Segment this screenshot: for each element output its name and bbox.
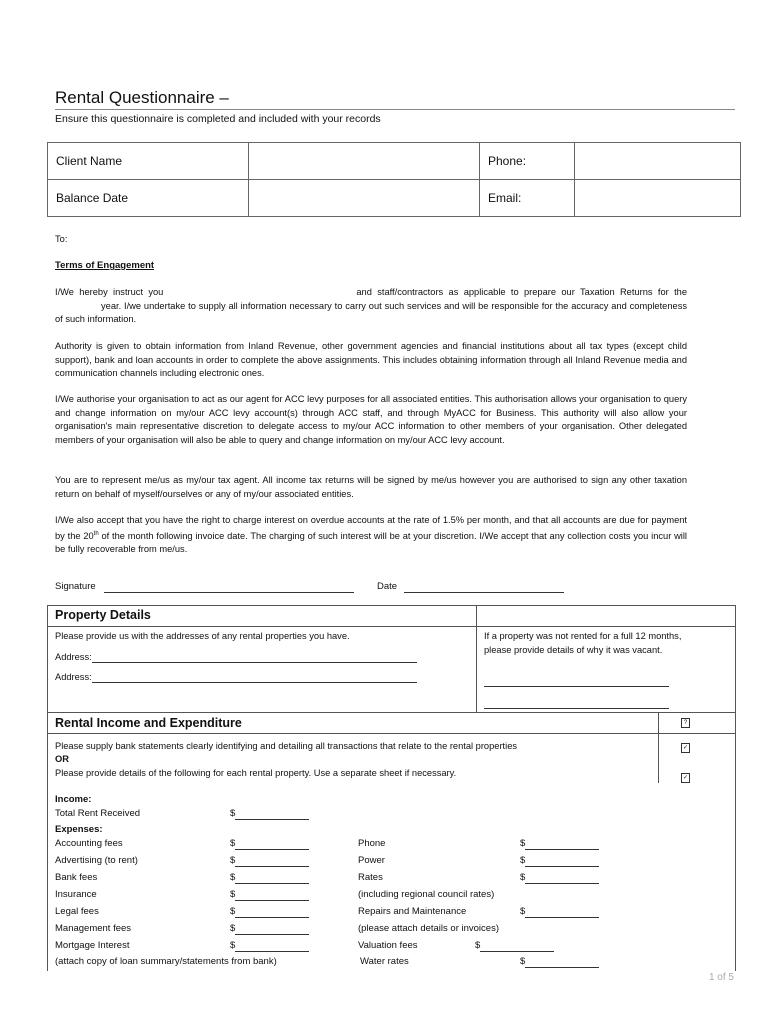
expense-label: Phone — [358, 838, 386, 849]
instruction-paragraph: I/We hereby instruct you and staff/contractors as applicable to prepare our Taxation Returns for theyear. I/we undertake to supply all information necessary to carry out such services and will be responsible for the accuracy and completeness of such information. — [55, 287, 688, 324]
address-label: Address: — [55, 672, 92, 682]
expense-label: Valuation fees — [358, 940, 418, 951]
terms-heading: Terms of Engagement — [55, 260, 155, 271]
or-label: OR — [55, 754, 69, 764]
details-instruction: Please provide details of the following for each rental property. Use a separate sheet if necessary. — [55, 768, 457, 778]
expense-amount-field[interactable]: $ — [230, 838, 309, 850]
page-title: Rental Questionnaire – — [55, 88, 229, 107]
details-checkbox[interactable]: ✓ — [682, 775, 689, 781]
expense-amount-field[interactable]: $ — [230, 889, 309, 901]
vacancy-line-1[interactable] — [484, 668, 669, 687]
client-name-field[interactable] — [249, 143, 480, 180]
balance-date-label: Balance Date — [48, 180, 249, 217]
expenses-heading: Expenses: — [55, 824, 103, 835]
date-field[interactable] — [404, 581, 564, 593]
expense-amount-field[interactable]: $ — [230, 940, 309, 952]
expense-amount-field[interactable]: $ — [520, 838, 599, 850]
client-name-label: Client Name — [48, 143, 249, 180]
expense-label: Bank fees — [55, 872, 98, 883]
expense-amount-field[interactable]: $ — [230, 855, 309, 867]
client-info-table — [47, 142, 741, 217]
expense-label: Mortgage Interest — [55, 940, 130, 951]
signature-label: Signature — [55, 581, 96, 592]
expense-amount-field[interactable]: $ — [230, 906, 309, 918]
authority-paragraph: Authority is given to obtain information from Inland Revenue, other government agencies and financial institutions about all tax types (except child support), bank and loan accounts in order to complete the above assignments. This includes obtaining information through all Inland Revenue media and communication channels including electronic ones. — [55, 341, 687, 378]
email-field[interactable] — [575, 180, 741, 217]
loan-note: (attach copy of loan summary/statements from bank) — [55, 956, 277, 967]
bank-statement-instruction: Please supply bank statements clearly identifying and detailing all transactions that relate to the rental properties — [55, 741, 518, 751]
rental-income-title: Rental Income and Expenditure — [55, 716, 242, 730]
signature-field[interactable] — [104, 581, 354, 593]
phone-field[interactable] — [575, 143, 741, 180]
vacancy-note: If a property was not rented for a full 12 months, please provide details of why it was vacant. — [484, 631, 682, 655]
tax-agent-paragraph: You are to represent me/us as my/our tax agent. All income tax returns will be signed by me/us however you are authorised to sign any other taxation return on behalf of myself/ourselves or any of my/our associated entities. — [55, 475, 687, 499]
expense-note: (including regional council rates) — [358, 889, 495, 900]
balance-date-field[interactable] — [249, 180, 480, 217]
expense-amount-field[interactable]: $ — [230, 872, 309, 884]
address-field-2[interactable] — [92, 672, 417, 683]
expense-label: Power — [358, 855, 385, 866]
property-instruction: Please provide us with the addresses of any rental properties you have. — [55, 631, 350, 641]
acc-paragraph: I/We authorise your organisation to act as our agent for ACC levy purposes for all associated entities. This authorisation allows your organisation to query and change information on my/our ACC levy account(s) through ACC staff, and through MyACC for Business. This authority will also allow your organisation's main representative discretion to delegate access to my/our ACC information to other members of your organisation. Other delegated members of your organisation will also be able to query and change information on my/our ACC levy account. — [55, 394, 687, 445]
vacancy-line-2[interactable] — [484, 690, 669, 709]
date-label: Date — [376, 581, 398, 592]
expense-amount-field[interactable]: $ — [520, 906, 599, 918]
expense-label: Repairs and Maintenance — [358, 906, 467, 917]
email-label: Email: — [480, 180, 575, 217]
interest-paragraph: I/We also accept that you have the right to charge interest on overdue accounts at the rate of 1.5% per month, and that all accounts are due for payment by the 20th of the month following invoice date. The charging of such interest will be at your discretion. I/We accept that any collection costs you incur will be fully recoverable from me/us. — [55, 515, 688, 555]
signature-row — [55, 581, 564, 593]
expense-label: Water rates — [360, 956, 409, 967]
expense-amount-field[interactable]: $ — [520, 956, 599, 968]
to-label: To: — [55, 234, 68, 244]
expense-label: Insurance — [55, 889, 97, 900]
total-rent-label: Total Rent Received — [55, 808, 141, 819]
property-details-box — [47, 605, 736, 713]
address-row-2 — [55, 672, 417, 683]
expense-label: Advertising (to rent) — [55, 855, 138, 866]
header-checkbox-icon[interactable]: ? — [681, 718, 690, 728]
property-details-title: Property Details — [55, 608, 151, 622]
expense-label: Legal fees — [55, 906, 99, 917]
expense-label: Rates — [358, 872, 383, 883]
address-row-1 — [55, 652, 417, 663]
page-number: 1 of 5 — [708, 972, 734, 983]
expense-amount-field[interactable]: $ — [520, 855, 599, 867]
expense-note: (please attach details or invoices) — [358, 923, 499, 934]
bank-statement-checkbox[interactable]: ✓ — [682, 745, 689, 751]
title-divider — [55, 109, 735, 110]
expense-label: Management fees — [55, 923, 132, 934]
address-label: Address: — [55, 652, 92, 662]
page-subtitle: Ensure this questionnaire is completed and included with your records — [55, 113, 381, 125]
phone-label: Phone: — [480, 143, 575, 180]
total-rent-field[interactable]: $ — [230, 808, 309, 820]
income-heading: Income: — [55, 794, 92, 805]
address-field-1[interactable] — [92, 652, 417, 663]
expense-label: Accounting fees — [55, 838, 123, 849]
expense-amount-field[interactable]: $ — [230, 923, 309, 935]
expense-amount-field[interactable]: $ — [520, 872, 599, 884]
expense-amount-field[interactable]: $ — [475, 940, 554, 952]
